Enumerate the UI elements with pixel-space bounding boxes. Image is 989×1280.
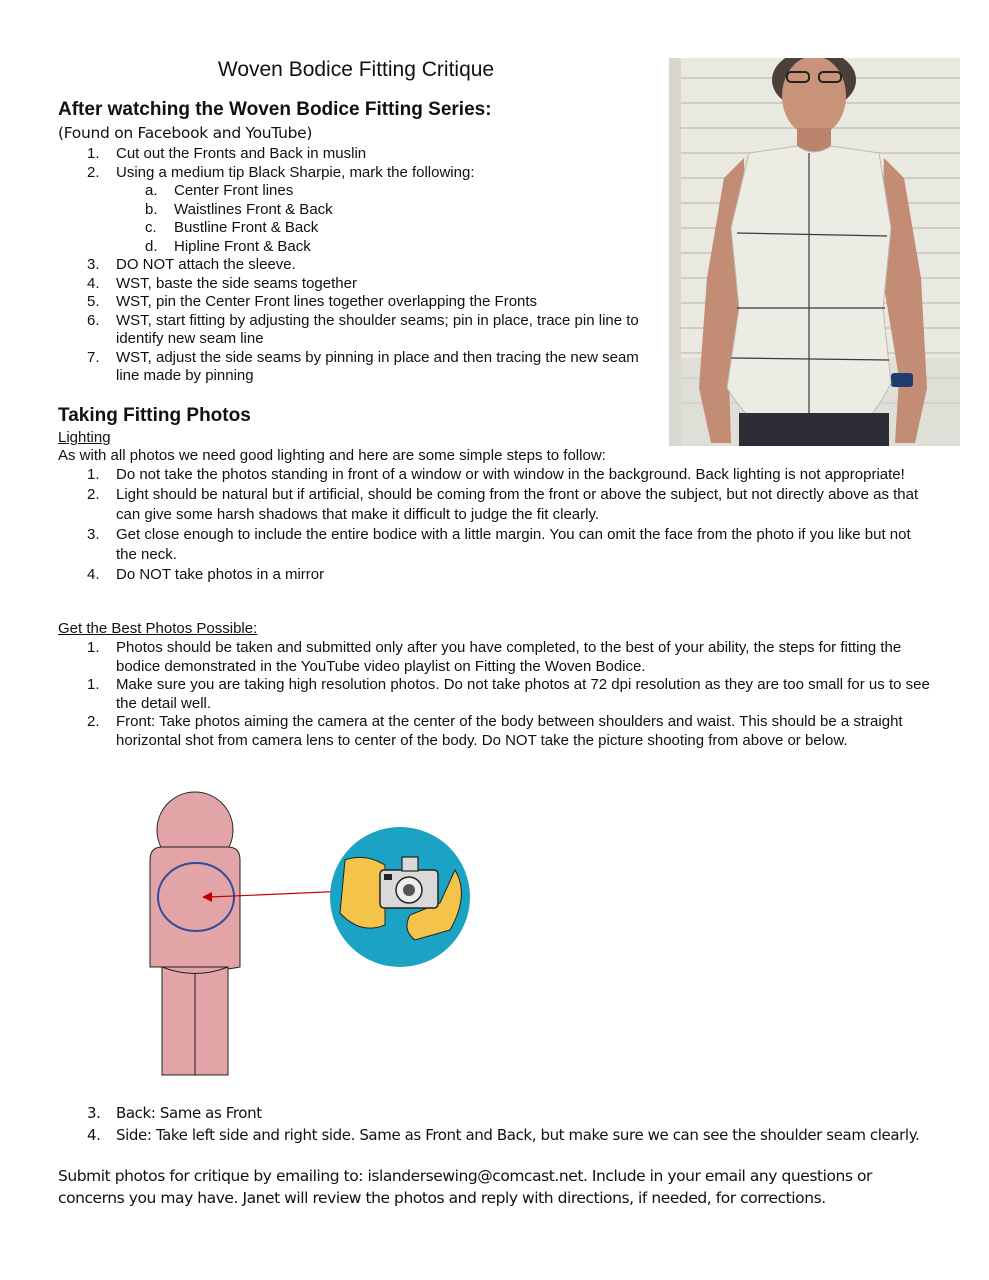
list-number: 7. bbox=[87, 348, 100, 366]
list-text: WST, pin the Center Front lines together overlapping the Fronts bbox=[116, 293, 538, 310]
list-letter: a. bbox=[145, 182, 158, 199]
list-text: Bustline Front & Back bbox=[174, 219, 319, 236]
list-number: 2. bbox=[87, 163, 100, 181]
best-photos-label: Get the Best Photos Possible: bbox=[58, 620, 258, 637]
list-item bbox=[87, 145, 647, 164]
section-heading-taking-photos: Taking Fitting Photos bbox=[58, 405, 251, 426]
list-letter: c. bbox=[145, 219, 157, 236]
lighting-steps-list bbox=[87, 465, 932, 585]
fitting-steps-list bbox=[87, 145, 647, 386]
list-text: Make sure you are taking high resolution photos. Do not take photos at 72 dpi resolution as they are too small for us to see the detail well. bbox=[116, 676, 930, 712]
camera-angle-illustration bbox=[140, 785, 480, 1080]
list-text: Light should be natural but if artificial, should be coming from the front or above the subject, but not directly above as that can give some harsh shadows that make it difficult to judge the fit clearly. bbox=[116, 486, 919, 523]
list-text: Get close enough to include the entire bodice with a little margin. You can omit the face from the photo if you like but not the neck. bbox=[116, 526, 911, 563]
list-item bbox=[87, 275, 647, 294]
list-number: 1. bbox=[87, 145, 100, 162]
list-item bbox=[87, 676, 932, 713]
lighting-intro: As with all photos we need good lighting and here are some simple steps to follow: bbox=[58, 447, 606, 464]
list-number: 5. bbox=[87, 293, 100, 310]
section-subheading: (Found on Facebook and YouTube) bbox=[58, 124, 313, 142]
list-letter: b. bbox=[145, 200, 158, 218]
list-text: Do NOT take photos in a mirror bbox=[116, 566, 325, 583]
list-number: 3. bbox=[87, 526, 100, 543]
list-number: 2. bbox=[87, 713, 100, 730]
list-text: Using a medium tip Black Sharpie, mark the following: bbox=[116, 163, 475, 181]
list-item bbox=[87, 182, 647, 201]
list-item bbox=[87, 256, 647, 275]
list-text: Front: Take photos aiming the camera at the center of the body between shoulders and waist. This should be a straight horizontal shot from camera lens to center of the body. Do NOT take the picture shooting from above or below. bbox=[116, 713, 903, 749]
after-steps-list bbox=[87, 1102, 957, 1146]
list-item bbox=[87, 201, 647, 220]
list-item bbox=[87, 219, 647, 238]
list-item bbox=[87, 293, 647, 312]
list-item bbox=[87, 639, 932, 676]
list-number: 4. bbox=[87, 1126, 101, 1144]
list-item bbox=[87, 465, 932, 485]
list-text: Side: Take left side and right side. Same as Front and Back, but make sure we can see the shoulder seam clearly. bbox=[116, 1126, 920, 1144]
best-photos-steps-list bbox=[87, 639, 932, 750]
camera-icon bbox=[330, 827, 470, 967]
list-text: Waistlines Front & Back bbox=[174, 200, 333, 218]
list-number: 1. bbox=[87, 676, 100, 693]
list-text: WST, start fitting by adjusting the shoulder seams; pin in place, trace pin line to identify new seam line bbox=[116, 311, 639, 347]
list-item bbox=[87, 312, 641, 349]
list-text: DO NOT attach the sleeve. bbox=[116, 256, 296, 273]
list-number: 3. bbox=[87, 256, 100, 273]
list-item bbox=[87, 713, 932, 750]
list-item bbox=[87, 238, 647, 257]
list-text: Center Front lines bbox=[174, 182, 294, 199]
list-item bbox=[87, 525, 932, 565]
list-number: 2. bbox=[87, 486, 100, 503]
list-text: Do not take the photos standing in front of a window or with window in the background. Back lighting is not appropriate! bbox=[116, 466, 905, 483]
list-item bbox=[87, 1102, 957, 1124]
list-item bbox=[87, 164, 647, 183]
lighting-label: Lighting bbox=[58, 429, 111, 446]
list-text: Cut out the Fronts and Back in muslin bbox=[116, 145, 367, 162]
list-text: Photos should be taken and submitted only after you have completed, to the best of your ability, the steps for fitting the bodice demonstrated in the YouTube video playlist on Fitting the Woven Bodice. bbox=[116, 639, 902, 675]
list-number: 1. bbox=[87, 639, 100, 656]
list-item bbox=[87, 1124, 957, 1146]
list-text: Back: Same as Front bbox=[116, 1104, 262, 1122]
list-text: WST, baste the side seams together bbox=[116, 274, 357, 292]
list-text: Hipline Front & Back bbox=[174, 237, 311, 255]
list-number: 1. bbox=[87, 466, 100, 483]
list-number: 3. bbox=[87, 1104, 101, 1122]
bodice-fitting-photo bbox=[669, 58, 960, 446]
person-figure bbox=[150, 792, 240, 1075]
list-number: 4. bbox=[87, 566, 100, 583]
section-heading-fitting-series: After watching the Woven Bodice Fitting Series: bbox=[58, 99, 492, 120]
submission-instructions: Submit photos for critique by emailing to: islandersewing@comcast.net. Include in your email any questions or concerns you may have. Janet will review the photos and reply with directions, if needed, for corrections. bbox=[58, 1167, 872, 1207]
list-number: 6. bbox=[87, 311, 100, 329]
list-text: WST, adjust the side seams by pinning in place and then tracing the new seam line made by pinning bbox=[116, 348, 639, 384]
list-letter: d. bbox=[145, 237, 158, 255]
list-item bbox=[87, 485, 932, 525]
list-item bbox=[87, 349, 643, 386]
list-item bbox=[87, 565, 932, 585]
list-number: 4. bbox=[87, 274, 100, 292]
page-title: Woven Bodice Fitting Critique bbox=[217, 58, 495, 81]
